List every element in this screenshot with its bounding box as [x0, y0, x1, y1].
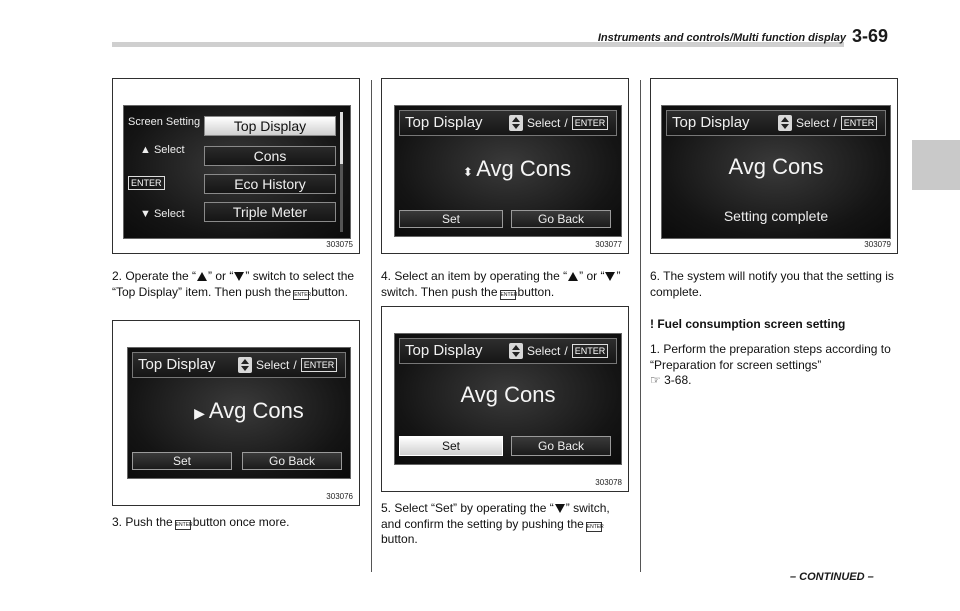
page-number: 3-69: [852, 26, 889, 46]
page-ref-link[interactable]: 3-68.: [664, 373, 692, 387]
enter-icon: ENTER: [128, 176, 165, 190]
figure-code: 303079: [864, 240, 891, 249]
figure-code: 303076: [326, 492, 353, 501]
select-down-hint: ▼ Select: [140, 208, 185, 220]
enter-button-icon: ENTER: [500, 291, 518, 298]
up-down-icon: [509, 115, 523, 131]
go-back-button[interactable]: Go Back: [511, 210, 611, 228]
down-arrow-icon: ▼: [140, 208, 154, 220]
display-screen: [127, 347, 351, 479]
enter-icon: ENTER: [572, 116, 609, 130]
step-4-text: 4. Select an item by operating the “ ” or “ ” switch. Then push the ENTERbutton.: [381, 269, 621, 299]
select-enter-hint: Select / ENTER: [509, 343, 608, 359]
menu-item-triple-meter[interactable]: Triple Meter: [204, 202, 336, 222]
step-1-text: 1. Perform the preparation steps according to “Preparation for screen settings” ☞ 3-68.: [650, 342, 891, 387]
step-2-text: 2. Operate the “ ” or “ ” switch to select the “Top Display” item. Then push the ENTERbutton.: [112, 269, 355, 299]
selected-item: Avg Cons: [460, 382, 556, 407]
down-switch-icon: [555, 504, 565, 513]
step-5-text: 5. Select “Set” by operating the “ ” switch, and confirm the setting by pushing the ENTERbutton.: [381, 501, 610, 546]
select-up-hint: ▲ Select: [140, 144, 185, 156]
down-switch-icon: [234, 272, 244, 281]
up-arrow-icon: ▲: [140, 144, 154, 156]
set-button[interactable]: Set: [132, 452, 232, 470]
figure-303075: [112, 78, 360, 254]
screen-title: Top Display: [405, 114, 483, 131]
up-down-arrows-icon: ⬍: [462, 165, 477, 179]
continued-label: – CONTINUED –: [790, 571, 874, 583]
select-enter-hint: Select / ENTER: [509, 115, 608, 131]
selected-item: ⬍ Avg Cons: [462, 156, 572, 181]
display-screen: [394, 105, 622, 237]
figure-code: 303075: [326, 240, 353, 249]
select-enter-hint: Select / ENTER: [238, 357, 337, 373]
selected-item: Avg Cons: [728, 154, 824, 179]
screen-title: Top Display: [138, 356, 216, 373]
enter-icon: ENTER: [572, 344, 609, 358]
selected-item: ▶ Avg Cons: [194, 398, 304, 423]
figure-code: 303078: [595, 478, 622, 487]
figure-303076: [112, 320, 360, 506]
menu-scroll-thumb[interactable]: [340, 112, 343, 164]
column-divider-2: [640, 80, 641, 572]
screen-title: Top Display: [405, 342, 483, 359]
display-screen: [661, 105, 891, 239]
figure-code: 303077: [595, 240, 622, 249]
go-back-button[interactable]: Go Back: [511, 436, 611, 456]
select-enter-hint: Select / ENTER: [778, 115, 877, 131]
screen-title: Top Display: [672, 114, 750, 131]
set-button[interactable]: Set: [399, 210, 503, 228]
enter-icon: ENTER: [301, 358, 338, 372]
up-switch-icon: [197, 272, 207, 281]
setting-complete-message: Setting complete: [723, 208, 829, 224]
figure-303078: [381, 306, 629, 492]
bullet-icon: !: [650, 317, 658, 331]
up-switch-icon: [568, 272, 578, 281]
enter-hint: [128, 176, 165, 190]
page-ref-icon: ☞: [650, 373, 665, 387]
section-tab: [912, 140, 960, 190]
set-button[interactable]: Set: [399, 436, 503, 456]
figure-303077: [381, 78, 629, 254]
section-heading: ! Fuel consumption screen setting: [650, 317, 846, 331]
menu-item-top-display[interactable]: Top Display: [204, 116, 336, 136]
up-down-icon: [778, 115, 792, 131]
enter-icon: ENTER: [841, 116, 878, 130]
up-down-icon: [238, 357, 252, 373]
go-back-button[interactable]: Go Back: [242, 452, 342, 470]
enter-button-icon: ENTER: [294, 291, 312, 298]
up-down-icon: [509, 343, 523, 359]
enter-button-icon: ENTER: [175, 522, 193, 528]
header-title: Instruments and controls/Multi function display: [597, 32, 846, 44]
display-screen: [123, 105, 351, 239]
cursor-arrow-icon: ▶: [194, 405, 209, 421]
column-divider-1: [371, 80, 372, 572]
menu-item-eco-history[interactable]: Eco History: [204, 174, 336, 194]
enter-button-icon: ENTER: [586, 523, 604, 530]
menu-item-cons[interactable]: Cons: [204, 146, 336, 166]
step-6-text: 6. The system will notify you that the setting is complete.: [650, 269, 894, 299]
figure-303079: [650, 78, 898, 254]
screen-setting-label: Screen Setting: [128, 116, 201, 128]
display-screen: [394, 333, 622, 465]
down-switch-icon: [605, 272, 615, 281]
step-3-text: 3. Push the ENTERbutton once more.: [112, 515, 290, 529]
